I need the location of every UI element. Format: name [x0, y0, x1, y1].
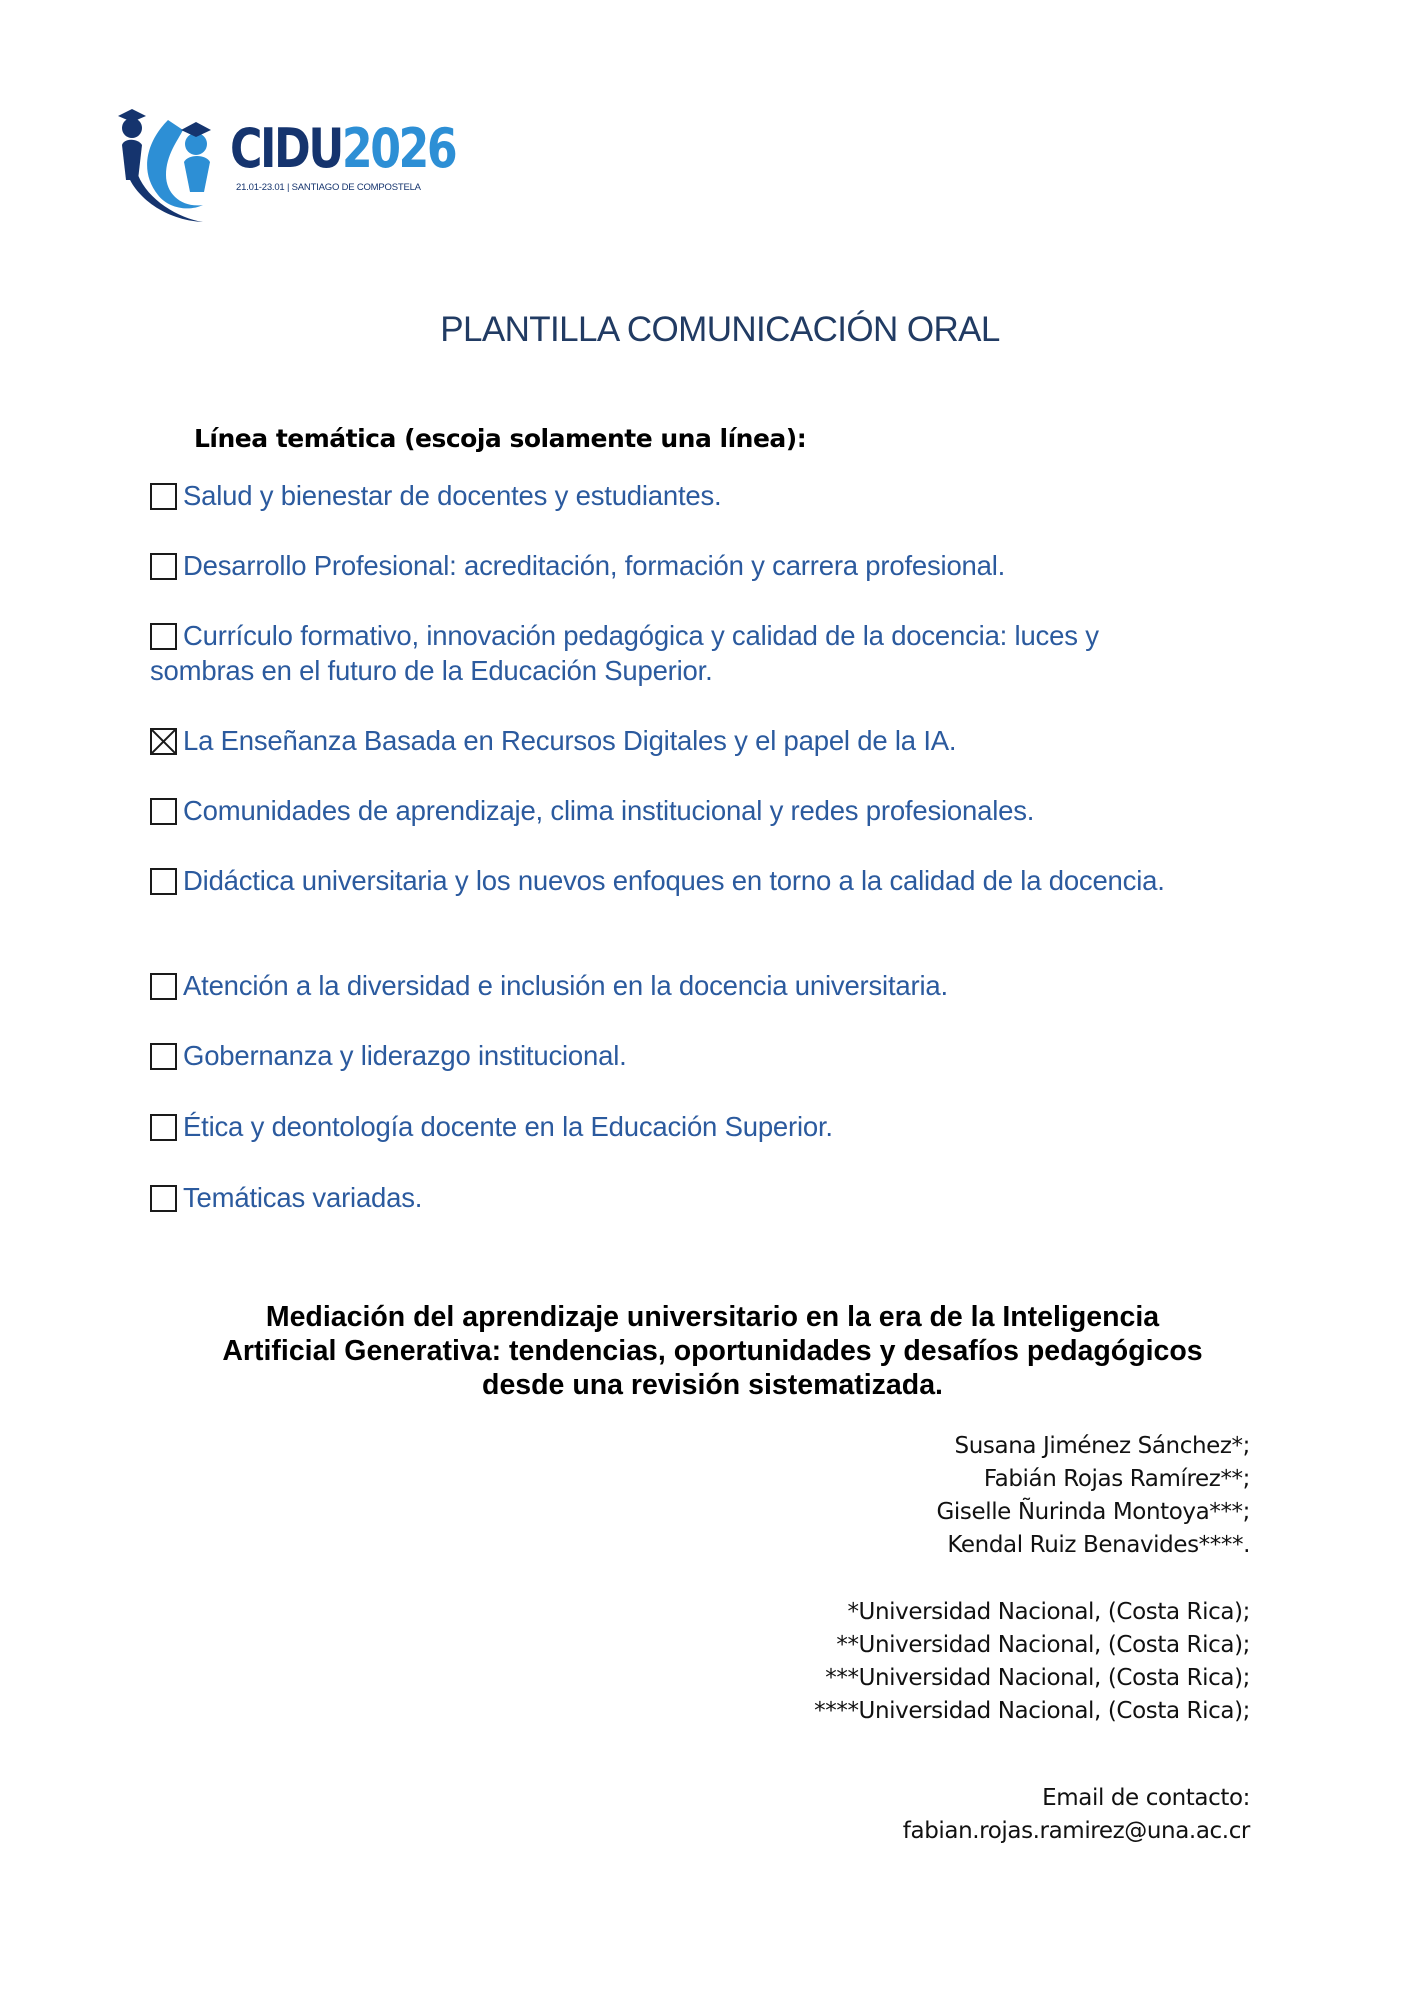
checkbox-checked[interactable]: [150, 728, 177, 755]
paper-title-line: Artificial Generativa: tendencias, oportunidades y desafíos pedagógicos: [222, 1335, 1203, 1367]
option-label: Didáctica universitaria y los nuevos enfoques en torno a la calidad de la docencia.: [183, 865, 1165, 896]
option-item[interactable]: [150, 793, 1210, 828]
option-label: Gobernanza y liderazgo institucional.: [183, 1040, 627, 1071]
option-label: Temáticas variadas.: [183, 1182, 423, 1213]
checkbox[interactable]: [150, 483, 177, 510]
paper-title: [150, 1300, 1275, 1402]
checkbox[interactable]: [150, 623, 177, 650]
checkbox[interactable]: [150, 798, 177, 825]
author-name: Fabián Rojas Ramírez**;: [983, 1466, 1250, 1492]
affiliation: ***Universidad Nacional, (Costa Rica);: [825, 1665, 1250, 1691]
contact-block: [903, 1782, 1250, 1848]
author-name: Giselle Ñurinda Montoya***;: [936, 1499, 1250, 1525]
checkbox[interactable]: [150, 1185, 177, 1212]
checkbox-cross-icon: [152, 730, 175, 753]
logo-wordmark: [230, 117, 456, 180]
checkbox[interactable]: [150, 868, 177, 895]
option-item[interactable]: [150, 723, 1210, 758]
affiliation: *Universidad Nacional, (Costa Rica);: [847, 1599, 1250, 1625]
option-label: Atención a la diversidad e inclusión en la docencia universitaria.: [183, 970, 948, 1001]
option-label: La Enseñanza Basada en Recursos Digitales y el papel de la IA.: [183, 725, 957, 756]
option-label: Ética y deontología docente en la Educación Superior.: [183, 1111, 833, 1142]
checkbox[interactable]: [150, 1043, 177, 1070]
authors-list: [936, 1430, 1250, 1562]
option-label: Comunidades de aprendizaje, clima institucional y redes profesionales.: [183, 795, 1035, 826]
checkbox[interactable]: [150, 1114, 177, 1141]
option-label: Desarrollo Profesional: acreditación, formación y carrera profesional.: [183, 550, 1006, 581]
option-item[interactable]: [150, 1038, 1210, 1073]
cidu-emblem-icon: [108, 100, 228, 230]
author-name: Susana Jiménez Sánchez*;: [954, 1433, 1250, 1459]
option-item[interactable]: [150, 478, 1210, 513]
cidu-logo: [108, 100, 468, 230]
affiliation: **Universidad Nacional, (Costa Rica);: [836, 1632, 1250, 1658]
option-item[interactable]: [150, 968, 1210, 1003]
document-title: PLANTILLA COMUNICACIÓN ORAL: [440, 310, 1000, 349]
affiliation: ****Universidad Nacional, (Costa Rica);: [814, 1698, 1250, 1724]
logo-name-cidu: CIDU: [230, 117, 342, 180]
option-item[interactable]: [150, 1109, 1210, 1144]
option-item[interactable]: [150, 863, 1210, 898]
option-label: Salud y bienestar de docentes y estudiantes.: [183, 480, 722, 511]
contact-label: Email de contacto:: [1042, 1785, 1250, 1811]
option-item[interactable]: [150, 618, 1210, 688]
logo-subtitle: 21.01-23.01 | SANTIAGO DE COMPOSTELA: [236, 182, 421, 193]
option-label: Currículo formativo, innovación pedagógica y calidad de la docencia: luces y sombras en el futuro de la Educación Superior.: [150, 620, 1099, 686]
paper-title-line: Mediación del aprendizaje universitario en la era de la Inteligencia: [265, 1301, 1160, 1333]
checkbox[interactable]: [150, 973, 177, 1000]
paper-title-line: desde una revisión sistematizada.: [482, 1369, 943, 1401]
affiliations-list: [814, 1596, 1250, 1728]
option-item[interactable]: [150, 548, 1210, 583]
author-name: Kendal Ruiz Benavides****.: [947, 1532, 1250, 1558]
option-item[interactable]: [150, 1180, 1210, 1215]
thematic-line-heading: Línea temática (escoja solamente una línea):: [194, 424, 807, 453]
checkbox[interactable]: [150, 553, 177, 580]
contact-email-link[interactable]: fabian.rojas.ramirez@una.ac.cr: [902, 1818, 1250, 1844]
logo-name-year: 2026: [341, 117, 456, 180]
